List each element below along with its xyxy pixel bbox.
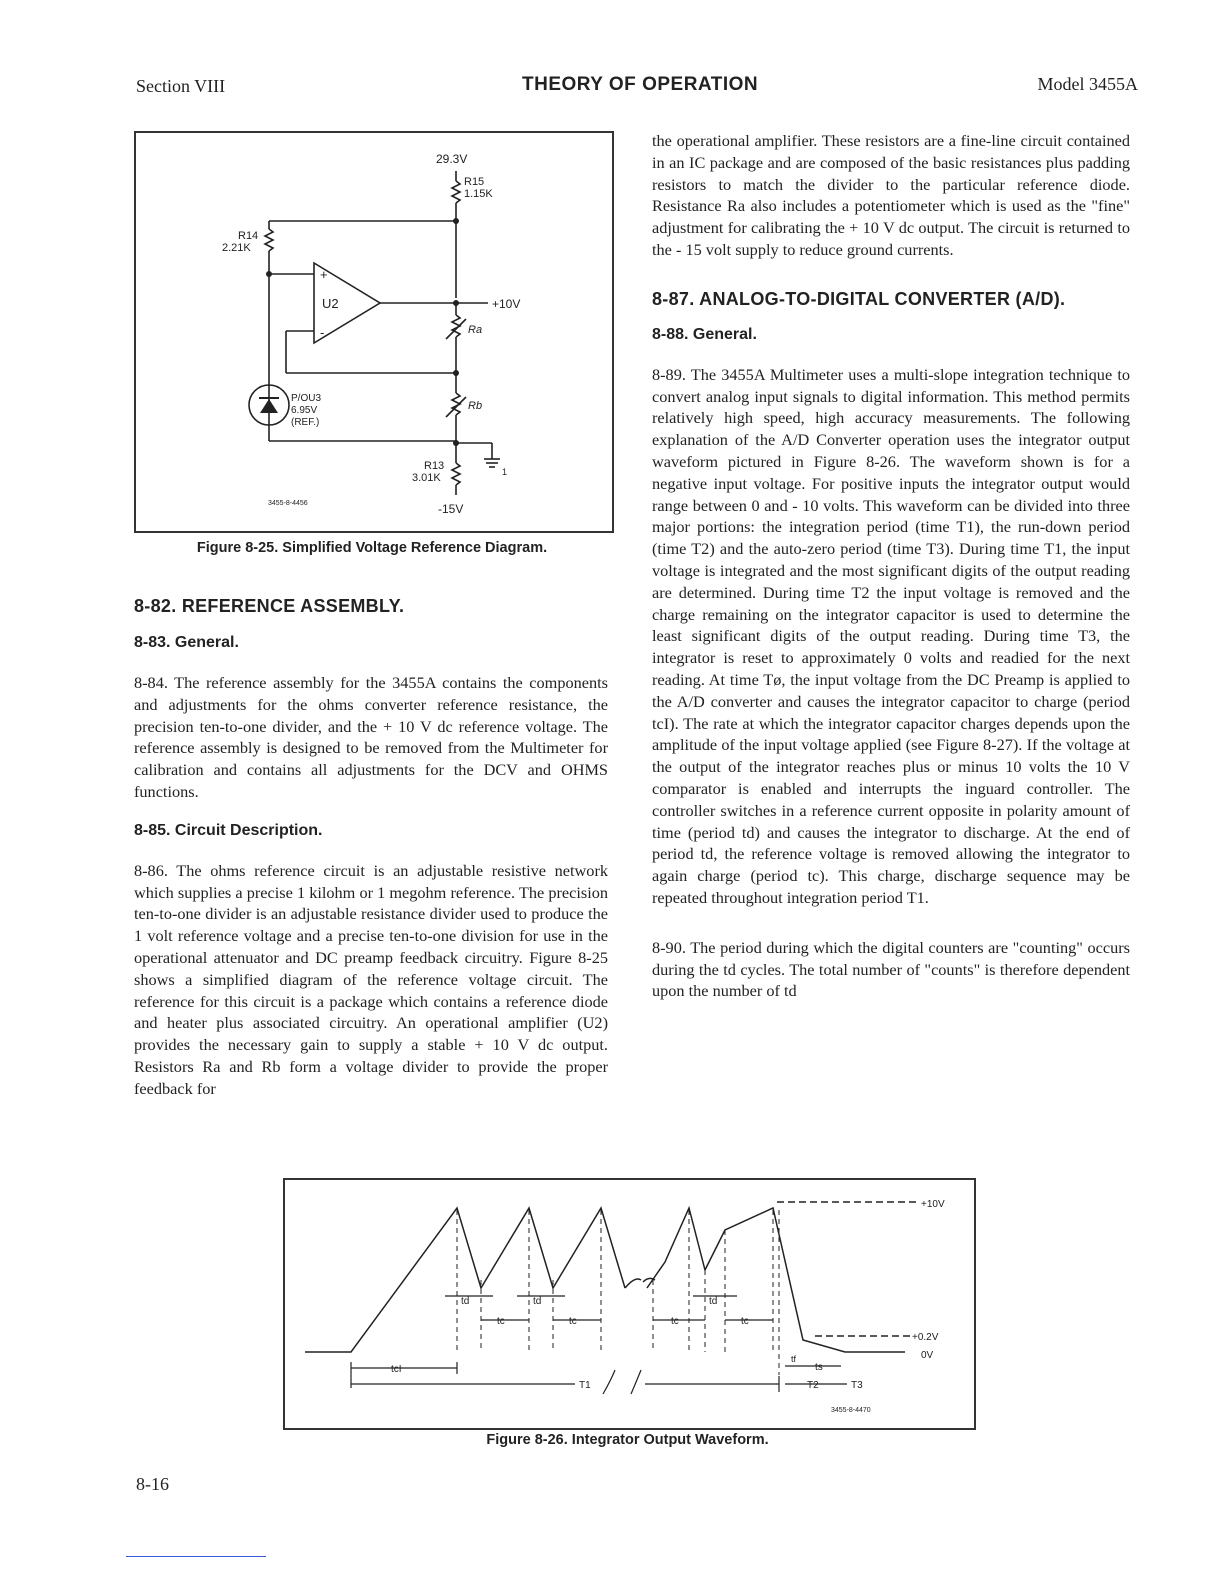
page-title: THEORY OF OPERATION: [522, 74, 759, 95]
label-tf: tf: [791, 1354, 797, 1364]
section-label: Section VIII: [136, 76, 226, 96]
label-r14: R14: [238, 230, 259, 242]
label-tci: tcI: [391, 1364, 402, 1375]
label-t1: T1: [579, 1380, 591, 1391]
label-r13: R13: [424, 460, 445, 472]
integrator-waveform-plot: [285, 1180, 974, 1428]
label-diode-ref: (REF.): [291, 417, 320, 428]
heading-8-85: 8-85. Circuit Description.: [134, 821, 323, 839]
heading-8-83: 8-83. General.: [134, 634, 239, 651]
waveform-first-segment: [305, 1208, 625, 1352]
heading-8-87: 8-87. ANALOG-TO-DIGITAL CONVERTER (A/D).: [652, 288, 1066, 309]
figure-8-26-waveform: [283, 1178, 976, 1430]
page-number: 8-16: [136, 1474, 169, 1494]
label-r15-value: 1.15K: [464, 188, 493, 200]
label-td-1: td: [461, 1296, 470, 1307]
drawing-number: 3455-8-4470: [831, 1407, 871, 1414]
left-column: [134, 596, 608, 1100]
label-rb: Rb: [468, 400, 483, 412]
model-label: Model 3455A: [1037, 74, 1138, 94]
waveform-second-segment: [647, 1208, 905, 1352]
paragraph-8-86: 8-86. The ohms reference circuit is an adjustable resistive network which supplies a precise 1 kilohm or 1 megohm reference. The precision ten-to-one divider is an adjustable resistance divider used to produce the 1 volt reference voltage and a precise ten-to-one division for use in the operational attenuator and DC preamp feedback circuitry. Figure 8-25 shows a simplified diagram of the reference voltage circuit. The reference for this circuit is a package which contains a reference diode and heater plus associated circuitry. An operational amplifier (U2) provides the necessary gain to supply a stable + 10 V dc output. Resistors Ra and Rb form a voltage divider to provide the proper feedback for: [134, 860, 608, 1098]
paragraph-8-90: 8-90. The period during which the digital counters are "counting" occurs during the td cycles. The total number of "counts" is therefore dependent upon the number of td: [652, 937, 1130, 1001]
label-diode-part: P/OU3: [291, 393, 322, 404]
paragraph-8-84: 8-84. The reference assembly for the 3455A contains the components and adjustments for the ohms converter reference resistance, the precision ten-to-one divider, and the + 10 V dc reference voltage. The reference assembly is designed to be removed from the Multimeter for calibration and contains all adjustments for the DCV and OHMS functions.: [134, 673, 608, 801]
paragraph-8-89: 8-89. The 3455A Multimeter uses a multi-slope integration technique to convert analog input signals to digital information. This method permits relatively high speed, high accuracy measurements. The following explanation of the A/D Converter operation uses the integrator output waveform pictured in Figure 8-26. The waveform shown is for a negative input voltage. For positive inputs the integrator output would range between 0 and - 10 volts. This waveform can be divided into three major portions: the integration period (time T1), the run-down period (time T2) and the auto-zero period (time T3). During time T1, the input voltage is integrated and the most significant digits of the output reading are determined. During time T2 the input voltage is removed and the charge remaining on the integrator capacitor is used to determine the least significant digits of the output reading. During time T3, the integrator is reset to approximately 0 volts and readied for the next reading. At time Tø, the input voltage from the DC Preamp is applied to the A/D converter and causes the integrator capacitor to charge (period tcI). The rate at which the integrator capacitor charges depends upon the amplitude of the input voltage applied (see Figure 8-27). If the voltage at the output of the integrator reaches plus or minus 10 volts the 10 V comparator is enabled and interrupts the inguard controller. The controller switches in a reference current opposite in polarity amount of time (period td) and causes the integrator to discharge. At the end of period td, the reference voltage is removed allowing the integrator to again charge (period tc). This charge, discharge sequence may be repeated throughout integration period T1.: [652, 364, 1130, 907]
label-ground-mark: 1: [502, 467, 508, 477]
heading-8-82: 8-82. REFERENCE ASSEMBLY.: [134, 596, 405, 616]
voltage-reference-schematic: [136, 133, 612, 531]
paragraph-8-86-continued: the operational amplifier. These resistors are a fine-line circuit contained in an IC package and are composed of the basic resistances plus padding resistors to match the divider to the particular reference diode. Resistance Ra also includes a potentiometer which is used as the "fine" adjustment for calibrating the + 10 V dc output. The circuit is returned to the - 15 volt supply to reduce ground currents.: [652, 131, 1130, 259]
label-r15: R15: [464, 176, 485, 188]
label-tc-2: tc: [569, 1316, 577, 1327]
figure-8-25-caption: Figure 8-25. Simplified Voltage Reference Diagram.: [196, 540, 548, 556]
footer-rule: [126, 1556, 266, 1557]
heading-8-88: 8-88. General.: [652, 325, 757, 343]
label-tc-1: tc: [497, 1316, 505, 1327]
label-plus-10v: +10V: [492, 297, 521, 311]
label-r13-value: 3.01K: [412, 472, 441, 484]
label-tc-3: tc: [671, 1316, 679, 1327]
label-ts: ts: [815, 1362, 823, 1373]
right-column: [652, 130, 1130, 1002]
label-minus-15v: -15V: [438, 502, 464, 516]
label-29-3v: 29.3V: [436, 152, 468, 166]
label-plus-10v: +10V: [921, 1199, 945, 1210]
label-plus-0-2v: +0.2V: [912, 1332, 939, 1343]
label-t2: T2: [807, 1380, 819, 1391]
label-t3: T3: [851, 1380, 863, 1391]
label-tc-4: tc: [741, 1316, 749, 1327]
drawing-number: 3455-8-4456: [268, 500, 308, 507]
label-diode-voltage: 6.95V: [291, 405, 318, 416]
label-r14-value: 2.21K: [222, 242, 251, 254]
label-u2: U2: [322, 296, 339, 311]
label-ra: Ra: [468, 324, 483, 336]
figure-8-26-caption: Figure 8-26. Integrator Output Waveform.: [486, 1432, 769, 1448]
label-td-3: td: [709, 1296, 718, 1307]
figure-8-25-diagram: [134, 131, 614, 533]
label-minus-input: -: [320, 325, 325, 340]
label-plus-input: +: [320, 267, 328, 282]
label-td-2: td: [533, 1296, 542, 1307]
label-0v: 0V: [921, 1350, 934, 1361]
